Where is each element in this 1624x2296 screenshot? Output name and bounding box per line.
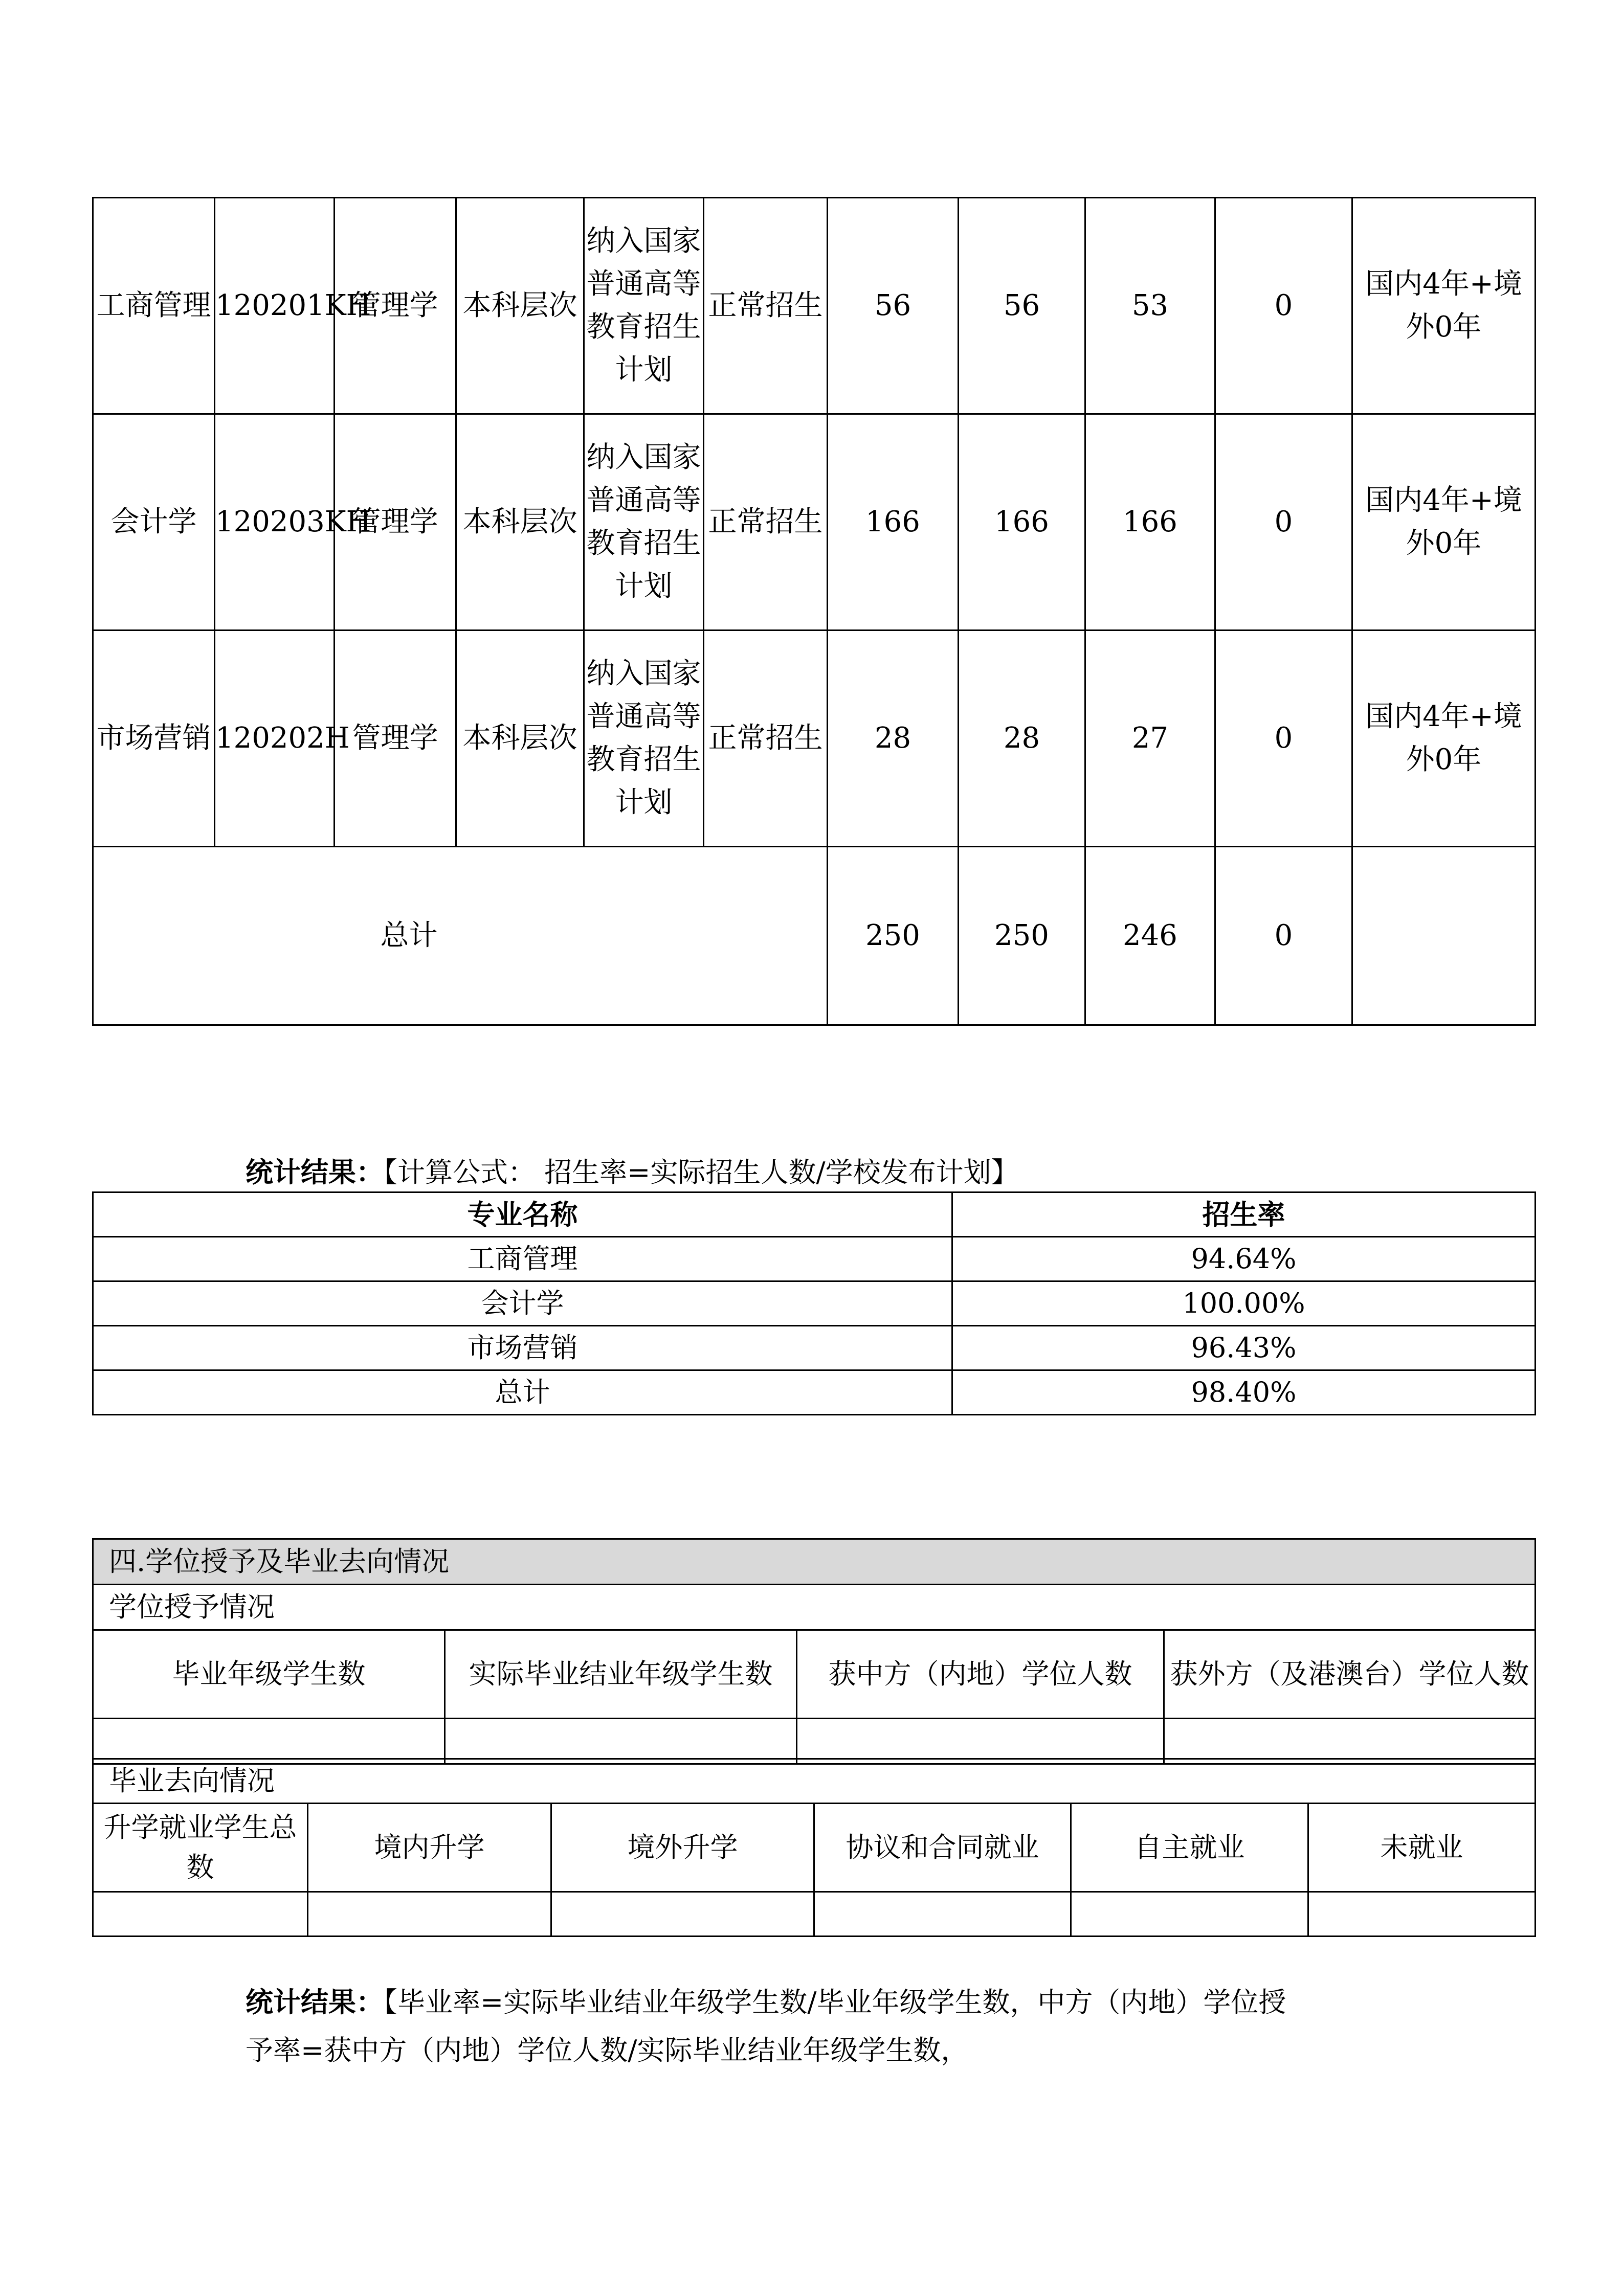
header-grad-students: 毕业年级学生数 bbox=[93, 1630, 445, 1719]
blank-cell bbox=[445, 1719, 797, 1764]
header-overseas-study: 境外升学 bbox=[551, 1804, 814, 1892]
rate-value: 100.00% bbox=[952, 1281, 1536, 1326]
rate-major: 会计学 bbox=[93, 1281, 952, 1326]
value-4: 0 bbox=[1215, 631, 1352, 847]
value-4: 0 bbox=[1215, 414, 1352, 631]
value-4: 0 bbox=[1215, 198, 1352, 414]
header-self-employment: 自主就业 bbox=[1071, 1804, 1308, 1892]
rate-value: 98.40% bbox=[952, 1370, 1536, 1415]
blank-cell bbox=[1308, 1892, 1536, 1937]
plan-type: 纳入国家普通高等教育招生计划 bbox=[584, 198, 704, 414]
blank-cell bbox=[308, 1892, 551, 1937]
value-2: 166 bbox=[959, 414, 1085, 631]
table-row bbox=[93, 414, 1536, 631]
enrollment-table bbox=[92, 197, 1536, 1026]
total-value-3: 246 bbox=[1085, 847, 1215, 1025]
value-1: 28 bbox=[828, 631, 959, 847]
level: 本科层次 bbox=[456, 414, 584, 631]
rate-table bbox=[92, 1191, 1536, 1415]
stat-formula-line2: 予率=获中方（内地）学位人数/实际毕业结业年级学生数， bbox=[246, 2034, 969, 2066]
major-code: 120202H bbox=[215, 631, 335, 847]
blank-cell bbox=[1164, 1719, 1536, 1764]
header-total-students: 升学就业学生总数 bbox=[93, 1804, 308, 1892]
level: 本科层次 bbox=[456, 631, 584, 847]
study-mode: 国内4年+境外0年 bbox=[1352, 414, 1536, 631]
header-unemployed: 未就业 bbox=[1308, 1804, 1536, 1892]
plan-type: 纳入国家普通高等教育招生计划 bbox=[584, 631, 704, 847]
header-major: 专业名称 bbox=[93, 1192, 952, 1237]
blank-cell bbox=[814, 1892, 1071, 1937]
study-mode: 国内4年+境外0年 bbox=[1352, 631, 1536, 847]
blank-cell bbox=[1071, 1892, 1308, 1937]
discipline: 管理学 bbox=[335, 631, 456, 847]
table-row bbox=[93, 198, 1536, 414]
stat-result-enrollment bbox=[246, 1151, 1019, 1190]
study-mode: 国内4年+境外0年 bbox=[1352, 198, 1536, 414]
plan-type: 纳入国家普通高等教育招生计划 bbox=[584, 414, 704, 631]
header-foreign-degree: 获外方（及港澳台）学位人数 bbox=[1164, 1630, 1536, 1719]
value-3: 27 bbox=[1085, 631, 1215, 847]
enroll-status: 正常招生 bbox=[704, 631, 828, 847]
enroll-status: 正常招生 bbox=[704, 414, 828, 631]
total-empty bbox=[1352, 847, 1536, 1025]
level: 本科层次 bbox=[456, 198, 584, 414]
header-chinese-degree: 获中方（内地）学位人数 bbox=[797, 1630, 1164, 1719]
major-name: 会计学 bbox=[93, 414, 215, 631]
value-1: 56 bbox=[828, 198, 959, 414]
blank-cell bbox=[93, 1892, 308, 1937]
total-row bbox=[93, 847, 1536, 1025]
rate-value: 94.64% bbox=[952, 1237, 1536, 1281]
enroll-status: 正常招生 bbox=[704, 198, 828, 414]
rate-value: 96.43% bbox=[952, 1326, 1536, 1370]
stat-formula: 【计算公式： 招生率=实际招生人数/学校发布计划】 bbox=[384, 1156, 1019, 1188]
value-2: 56 bbox=[959, 198, 1085, 414]
table-row bbox=[93, 1892, 1536, 1937]
table-row bbox=[93, 631, 1536, 847]
table-row bbox=[93, 1326, 1536, 1370]
header-rate: 招生率 bbox=[952, 1192, 1536, 1237]
destination-subtitle: 毕业去向情况 bbox=[93, 1759, 1536, 1804]
value-2: 28 bbox=[959, 631, 1085, 847]
header-contract-employment: 协议和合同就业 bbox=[814, 1804, 1071, 1892]
table-row bbox=[93, 1237, 1536, 1281]
major-name: 市场营销 bbox=[93, 631, 215, 847]
major-code: 120201KH bbox=[215, 198, 335, 414]
discipline: 管理学 bbox=[335, 198, 456, 414]
total-value-2: 250 bbox=[959, 847, 1085, 1025]
total-value-1: 250 bbox=[828, 847, 959, 1025]
blank-cell bbox=[797, 1719, 1164, 1764]
stat-label: 统计结果： bbox=[246, 1986, 384, 2018]
major-name: 工商管理 bbox=[93, 198, 215, 414]
stat-formula-line1: 【毕业率=实际毕业结业年级学生数/毕业年级学生数，中方（内地）学位授 bbox=[384, 1986, 1286, 2018]
stat-result-graduation bbox=[246, 1978, 1422, 2075]
value-3: 166 bbox=[1085, 414, 1215, 631]
table-header bbox=[93, 1192, 1536, 1237]
stat-label: 统计结果： bbox=[246, 1156, 384, 1188]
table-row bbox=[93, 1719, 1536, 1764]
total-value-4: 0 bbox=[1215, 847, 1352, 1025]
blank-cell bbox=[93, 1719, 445, 1764]
value-1: 166 bbox=[828, 414, 959, 631]
destination-table bbox=[92, 1758, 1536, 1937]
table-header bbox=[93, 1630, 1536, 1719]
degree-table bbox=[92, 1538, 1536, 1765]
table-header bbox=[93, 1804, 1536, 1892]
value-3: 53 bbox=[1085, 198, 1215, 414]
table-row bbox=[93, 1370, 1536, 1415]
table-row bbox=[93, 1281, 1536, 1326]
section-title: 四.学位授予及毕业去向情况 bbox=[93, 1539, 1536, 1585]
degree-subtitle: 学位授予情况 bbox=[93, 1585, 1536, 1630]
rate-major: 工商管理 bbox=[93, 1237, 952, 1281]
rate-major: 市场营销 bbox=[93, 1326, 952, 1370]
rate-major: 总计 bbox=[93, 1370, 952, 1415]
blank-cell bbox=[551, 1892, 814, 1937]
major-code: 120203KH bbox=[215, 414, 335, 631]
header-actual-grad: 实际毕业结业年级学生数 bbox=[445, 1630, 797, 1719]
total-label: 总计 bbox=[93, 847, 828, 1025]
header-domestic-study: 境内升学 bbox=[308, 1804, 551, 1892]
discipline: 管理学 bbox=[335, 414, 456, 631]
